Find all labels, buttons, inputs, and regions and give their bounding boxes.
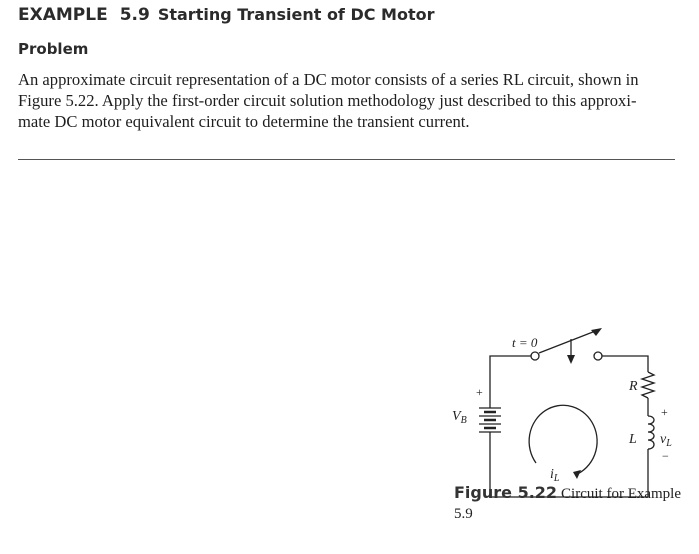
source-label: $V_B$ xyxy=(452,409,467,426)
source-plus-sign: + xyxy=(476,385,483,399)
problem-line-3: mate DC motor equivalent circuit to determine the transient current. xyxy=(18,112,470,131)
inductor-label: L xyxy=(629,432,637,447)
current-loop xyxy=(529,405,597,475)
example-title: Starting Transient of DC Motor xyxy=(157,5,435,24)
figure-caption-text: Circuit for Example 5.9 xyxy=(454,486,682,522)
example-number: 5.9 xyxy=(119,5,150,25)
figure-number: Figure 5.22 xyxy=(454,483,558,502)
example-label: EXAMPLE xyxy=(18,5,108,25)
inductor xyxy=(648,416,654,449)
section-divider xyxy=(18,159,675,160)
current-arrowhead xyxy=(573,470,581,479)
voltage-label: $v_L$ xyxy=(660,432,672,449)
resistor xyxy=(642,372,654,398)
top-left-wire xyxy=(490,356,531,408)
figure-caption xyxy=(454,483,694,524)
voltage-minus-sign: − xyxy=(662,449,669,463)
voltage-plus-sign: + xyxy=(661,405,668,419)
example-heading xyxy=(18,5,435,25)
switch-motion-arrowhead xyxy=(567,355,575,364)
battery-source xyxy=(479,408,501,432)
resistor-label: R xyxy=(629,379,638,394)
switch-blade xyxy=(539,330,598,353)
switch-terminal-right xyxy=(594,352,602,360)
switch-time-label: t = 0 xyxy=(512,335,538,350)
circuit-diagram xyxy=(430,325,690,505)
problem-text xyxy=(18,69,680,132)
current-label: $i_L$ xyxy=(550,467,560,484)
problem-line-2: Figure 5.22. Apply the first-order circuit solution methodology just described to this approxi- xyxy=(18,91,637,110)
problem-heading: Problem xyxy=(18,40,89,58)
switch-terminal-left xyxy=(531,352,539,360)
problem-line-1: An approximate circuit representation of a DC motor consists of a series RL circuit, shown in xyxy=(18,70,639,89)
top-right-wire xyxy=(602,356,648,372)
